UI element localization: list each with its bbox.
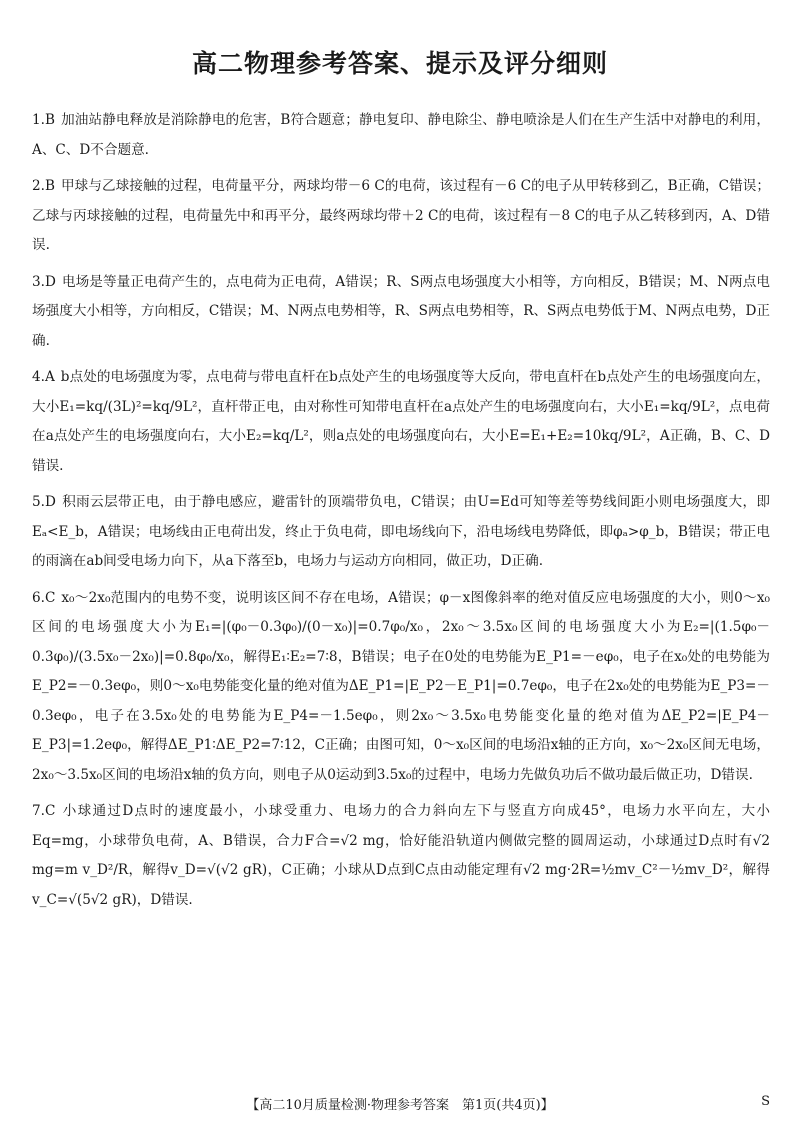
question-1 bbox=[32, 106, 770, 165]
answer-list bbox=[32, 106, 770, 922]
question-number: 3.D bbox=[32, 273, 56, 290]
question-number: 7.C bbox=[32, 803, 56, 819]
page-footer: 【高二10月质量检测·物理参考答案 第1页(共4页)】 bbox=[246, 1098, 554, 1113]
question-explanation: 加油站静电释放是消除静电的危害，B符合题意；静电复印、静电除尘、静电喷涂是人们在生产生活中对静电的利用，A、C、D不合题意. bbox=[32, 112, 770, 158]
question-number: 6.C bbox=[32, 589, 56, 606]
question-6 bbox=[32, 584, 770, 791]
question-explanation: 积雨云层带正电，由于静电感应，避雷针的顶端带负电，C错误；由U=Ed可知等差等势线间距小则电场强度大，即Eₐ<E_b，A错误；电场线由正电荷出发，终止于负电荷，即电场线向下，沿电场线电势降低，即φₐ>φ_b，B错误；带正电的雨滴在ab间受电场力向下，从a下落至b，电场力与运动方向相同，做正功，D正确. bbox=[32, 494, 770, 569]
question-2 bbox=[32, 172, 770, 261]
question-5 bbox=[32, 488, 770, 577]
question-explanation: b点处的电场强度为零，点电荷与带电直杆在b点处产生的电场强度等大反向，带电直杆在b点处产生的电场强度向左，大小E₁=kq/(3L)²=kq/9L²，直杆带正电，由对称性可知带电直杆在a点处产生的电场强度向右，大小E₁=kq/9L²，点电荷在a点处产生的电场强度向右，大小E₂=kq/L²，则a点处的电场强度向右，大小E=E₁+E₂=10kq/9L²，A正确，B、C、D错误. bbox=[32, 369, 770, 474]
footer-code: S bbox=[761, 1094, 770, 1109]
question-explanation: 电场是等量正电荷产生的，点电荷为正电荷，A错误；R、S两点电场强度大小相等，方向相反，B错误；M、N两点电场强度大小相等，方向相反，C错误；M、N两点电势相等，R、S两点电势相等，R、S两点电势低于M、N两点电势，D正确. bbox=[32, 273, 770, 349]
question-explanation: 小球通过D点时的速度最小，小球受重力、电场力的合力斜向左下与竖直方向成45°，电场力水平向左，大小Eq=mg，小球带负电荷，A、B错误，合力F合=√2 mg，恰好能沿轨道内侧做完整的圆周运动，小球通过D点时有√2 mg=m v_D²/R，解得v_D=√(√2 gR)，C正确；小球从D点到C点由动能定理有√2 mg·2R=½mv_C²－½mv_D²，解得v_C=√(5√2 gR)，D错误. bbox=[32, 803, 770, 908]
question-3 bbox=[32, 268, 770, 357]
question-explanation: 甲球与乙球接触的过程，电荷量平分，两球均带－6 C的电荷，该过程有－6 C的电子从甲转移到乙，B正确，C错误；乙球与丙球接触的过程，电荷量先中和再平分，最终两球均带＋2 C的电荷，该过程有－8 C的电子从乙转移到丙，A、D错误. bbox=[32, 178, 770, 253]
question-number: 2.B bbox=[32, 178, 55, 194]
question-explanation: x₀～2x₀范围内的电势不变，说明该区间不存在电场，A错误；φ－x图像斜率的绝对值反应电场强度的大小，则0～x₀区间的电场强度大小为E₁=|(φ₀－0.3φ₀)/(0－x₀)|=0.7φ₀/x₀，2x₀～3.5x₀区间的电场强度大小为E₂=|(1.5φ₀－0.3φ₀)/(3.5x₀－2x₀)|=0.8φ₀/x₀，解得E₁∶E₂=7∶8，B错误；电子在0处的电势能为E_P1=－eφ₀，电子在x₀处的电势能为E_P2=－0.3eφ₀，则0～x₀电势能变化量的绝对值为ΔE_P1=|E_P2－E_P1|=0.7eφ₀，电子在2x₀处的电势能为E_P3=－0.3eφ₀，电子在3.5x₀处的电势能为E_P4=－1.5eφ₀，则2x₀～3.5x₀电势能变化量的绝对值为ΔE_P2=|E_P4－E_P3|=1.2eφ₀，解得ΔE_P1∶ΔE_P2=7∶12，C正确；由图可知，0～x₀区间的电场沿x轴的正方向，x₀～2x₀区间无电场，2x₀～3.5x₀区间的电场沿x轴的负方向，则电子从0运动到3.5x₀的过程中，电场力先做负功后不做功最后做正功，D错误. bbox=[32, 589, 770, 783]
question-number: 5.D bbox=[32, 494, 56, 510]
question-number: 4.A bbox=[32, 369, 55, 385]
question-7 bbox=[32, 797, 770, 915]
question-number: 1.B bbox=[32, 112, 55, 128]
question-4 bbox=[32, 363, 770, 481]
page-title: 高二物理参考答案、提示及评分细则 bbox=[191, 49, 608, 78]
